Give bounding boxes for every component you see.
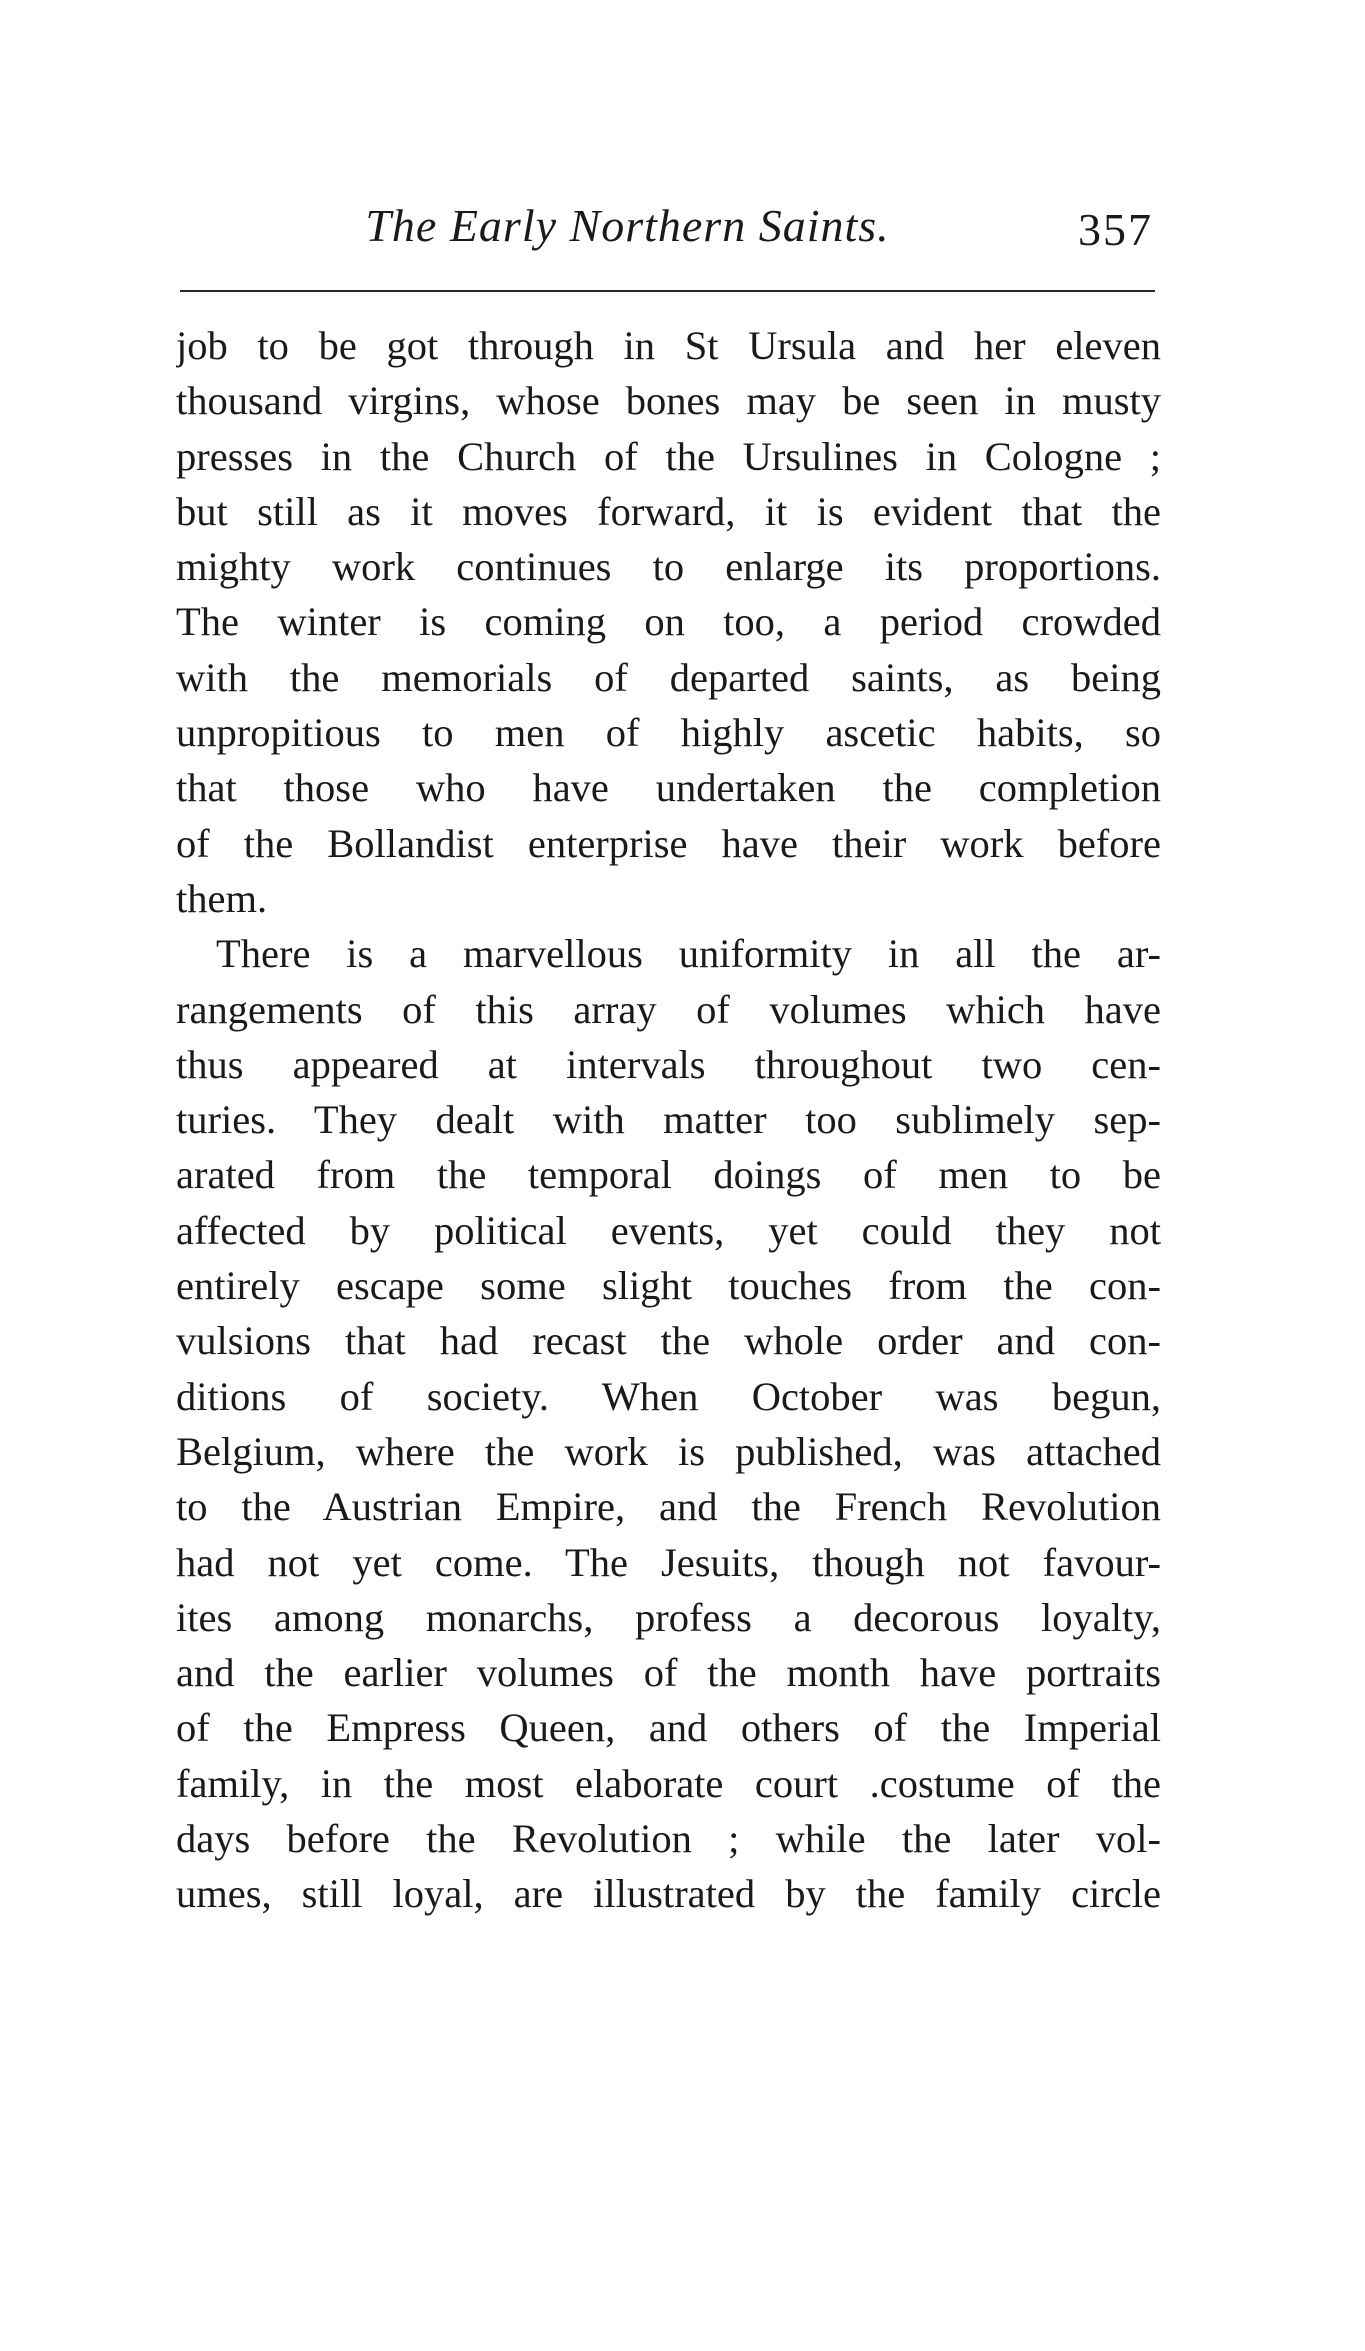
text-line: ditions of society. When October was begun, — [176, 1373, 1161, 1419]
text-line: The winter is coming on too, a period crowded — [176, 599, 1161, 645]
text-line: mighty work continues to enlarge its proportions. — [176, 544, 1161, 590]
text-line: thousand virgins, whose bones may be seen in musty — [176, 378, 1161, 424]
text-line: vulsions that had recast the whole order and con- — [176, 1318, 1161, 1364]
header-rule — [180, 290, 1155, 292]
text-line: had not yet come. The Jesuits, though not favour- — [176, 1539, 1161, 1585]
text-line: umes, still loyal, are illustrated by the family circle — [176, 1871, 1161, 1917]
text-line: of the Empress Queen, and others of the Imperial — [176, 1705, 1161, 1751]
text-line: turies. They dealt with matter too sublimely sep- — [176, 1097, 1161, 1143]
text-line: and the earlier volumes of the month have portraits — [176, 1650, 1161, 1696]
text-line: Belgium, where the work is published, was attached — [176, 1428, 1161, 1474]
text-line: but still as it moves forward, it is evident that the — [176, 488, 1161, 534]
text-line: with the memorials of departed saints, as being — [176, 654, 1161, 700]
text-line: rangements of this array of volumes which have — [176, 986, 1161, 1032]
text-line: to the Austrian Empire, and the French Revolution — [176, 1484, 1161, 1530]
text-line: thus appeared at intervals throughout two cen- — [176, 1041, 1161, 1087]
paragraph-2 — [176, 926, 1161, 1921]
text-line: of the Bollandist enterprise have their work before — [176, 820, 1161, 866]
text-line: ites among monarchs, profess a decorous loyalty, — [176, 1594, 1161, 1640]
text-line: days before the Revolution ; while the later vol- — [176, 1816, 1161, 1862]
text-line: family, in the most elaborate court .costume of the — [176, 1760, 1161, 1806]
text-line: them. — [176, 875, 268, 921]
text-line: job to be got through in St Ursula and her eleven — [176, 323, 1161, 368]
body-text — [176, 318, 1161, 1922]
running-title: The Early Northern Saints. — [365, 200, 890, 251]
text-line: There is a marvellous uniformity in all the ar- — [216, 931, 1161, 977]
text-line: presses in the Church of the Ursulines in Cologne ; — [176, 433, 1161, 479]
text-line: affected by political events, yet could they not — [176, 1207, 1161, 1253]
page-number: 357 — [1078, 204, 1153, 255]
paragraph-1 — [176, 318, 1161, 926]
text-line: that those who have undertaken the completion — [176, 765, 1161, 811]
text-line: entirely escape some slight touches from the con- — [176, 1263, 1161, 1309]
text-line: arated from the temporal doings of men to be — [176, 1152, 1161, 1198]
text-line: unpropitious to men of highly ascetic habits, so — [176, 710, 1161, 756]
running-head — [180, 196, 1155, 256]
